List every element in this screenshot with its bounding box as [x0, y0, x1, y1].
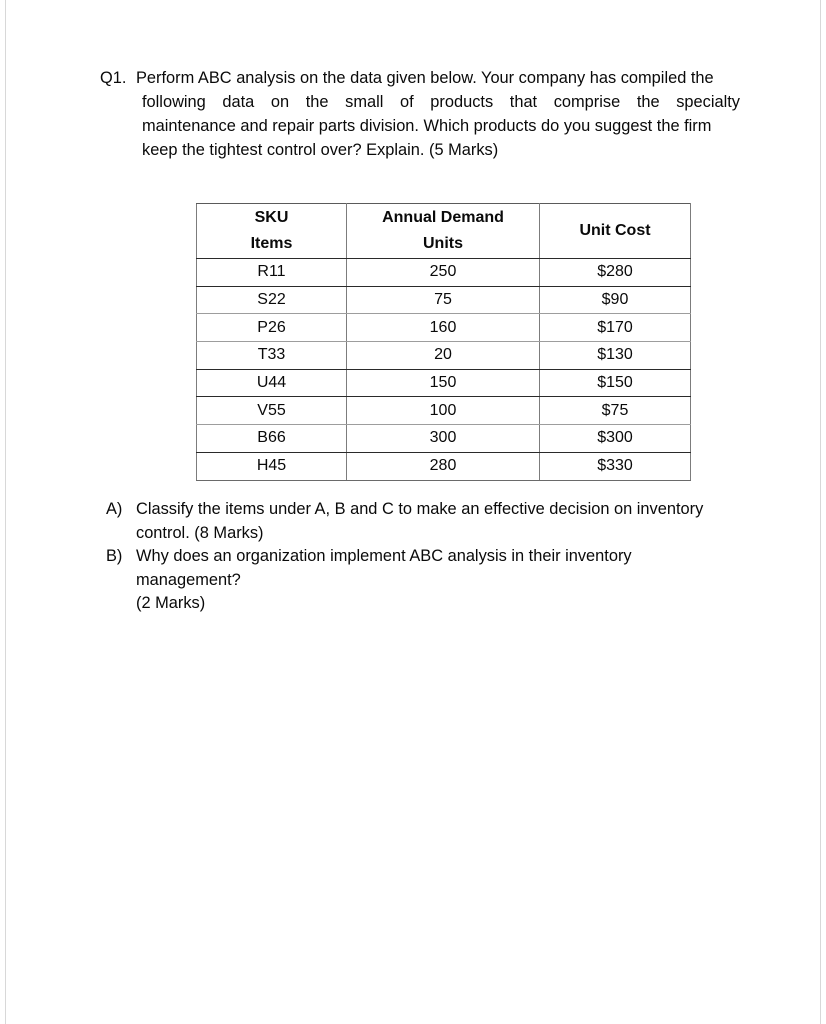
cell-demand: 300 [347, 425, 540, 453]
question-line-1-text: Perform ABC analysis on the data given below. Your company has compiled the [136, 69, 714, 87]
cell-demand: 100 [347, 397, 540, 425]
cell-demand: 75 [347, 286, 540, 314]
subquestion-b-line2: management? [136, 570, 241, 589]
page-right-rule [820, 0, 821, 1024]
cell-sku: B66 [197, 425, 347, 453]
question-line-1 [100, 66, 740, 90]
cell-cost: $330 [540, 452, 691, 480]
subquestion-b-line1: Why does an organization implement ABC analysis in their inventory [136, 547, 632, 565]
cell-demand: 250 [347, 259, 540, 287]
document-page [6, 0, 820, 1024]
cell-cost: $150 [540, 369, 691, 397]
column-header-demand-line2: Units [423, 235, 463, 252]
subquestions-block [106, 498, 756, 616]
column-header-cost-line1: Unit Cost [579, 222, 651, 239]
column-header-annual-demand [347, 204, 540, 259]
cell-sku: R11 [197, 259, 347, 287]
cell-demand: 20 [347, 342, 540, 370]
subquestion-b-marker: B) [106, 547, 123, 565]
cell-sku: S22 [197, 286, 347, 314]
table-row [197, 425, 691, 453]
table-row [197, 314, 691, 342]
column-header-unit-cost [540, 204, 691, 259]
cell-sku: H45 [197, 452, 347, 480]
subquestion-a [106, 498, 756, 522]
cell-cost: $90 [540, 286, 691, 314]
subquestion-a-line1: Classify the items under A, B and C to make an effective decision on inventory [136, 500, 704, 518]
cell-sku: V55 [197, 397, 347, 425]
column-header-sku-line1: SKU [254, 209, 289, 226]
cell-cost: $300 [540, 425, 691, 453]
table-header-row [197, 204, 691, 259]
table-row [197, 397, 691, 425]
cell-sku: U44 [197, 369, 347, 397]
column-header-sku-line2: Items [250, 235, 293, 252]
table-row [197, 369, 691, 397]
table-row [197, 342, 691, 370]
cell-cost: $75 [540, 397, 691, 425]
cell-demand: 160 [347, 314, 540, 342]
question-block [100, 66, 740, 162]
table-row [197, 452, 691, 480]
subquestion-b [106, 545, 756, 569]
column-header-sku [197, 204, 347, 259]
cell-sku: P26 [197, 314, 347, 342]
abc-data-table [196, 203, 691, 481]
column-header-demand-line1: Annual Demand [382, 209, 504, 226]
question-label: Q1. [100, 69, 127, 87]
cell-cost: $170 [540, 314, 691, 342]
question-line-2: following data on the small of products that comprise the specialty [142, 93, 740, 111]
question-line-3: maintenance and repair parts division. Which products do you suggest the firm [142, 117, 712, 135]
subquestion-a-marker: A) [106, 500, 123, 518]
cell-cost: $130 [540, 342, 691, 370]
cell-cost: $280 [540, 259, 691, 287]
table-row [197, 286, 691, 314]
subquestion-a-line2: control. (8 Marks) [136, 523, 264, 542]
cell-demand: 150 [347, 369, 540, 397]
question-line-4: keep the tightest control over? Explain. (5 Marks) [142, 141, 499, 159]
cell-demand: 280 [347, 452, 540, 480]
cell-sku: T33 [197, 342, 347, 370]
subquestion-b-line3: (2 Marks) [136, 594, 206, 612]
table-row [197, 259, 691, 287]
